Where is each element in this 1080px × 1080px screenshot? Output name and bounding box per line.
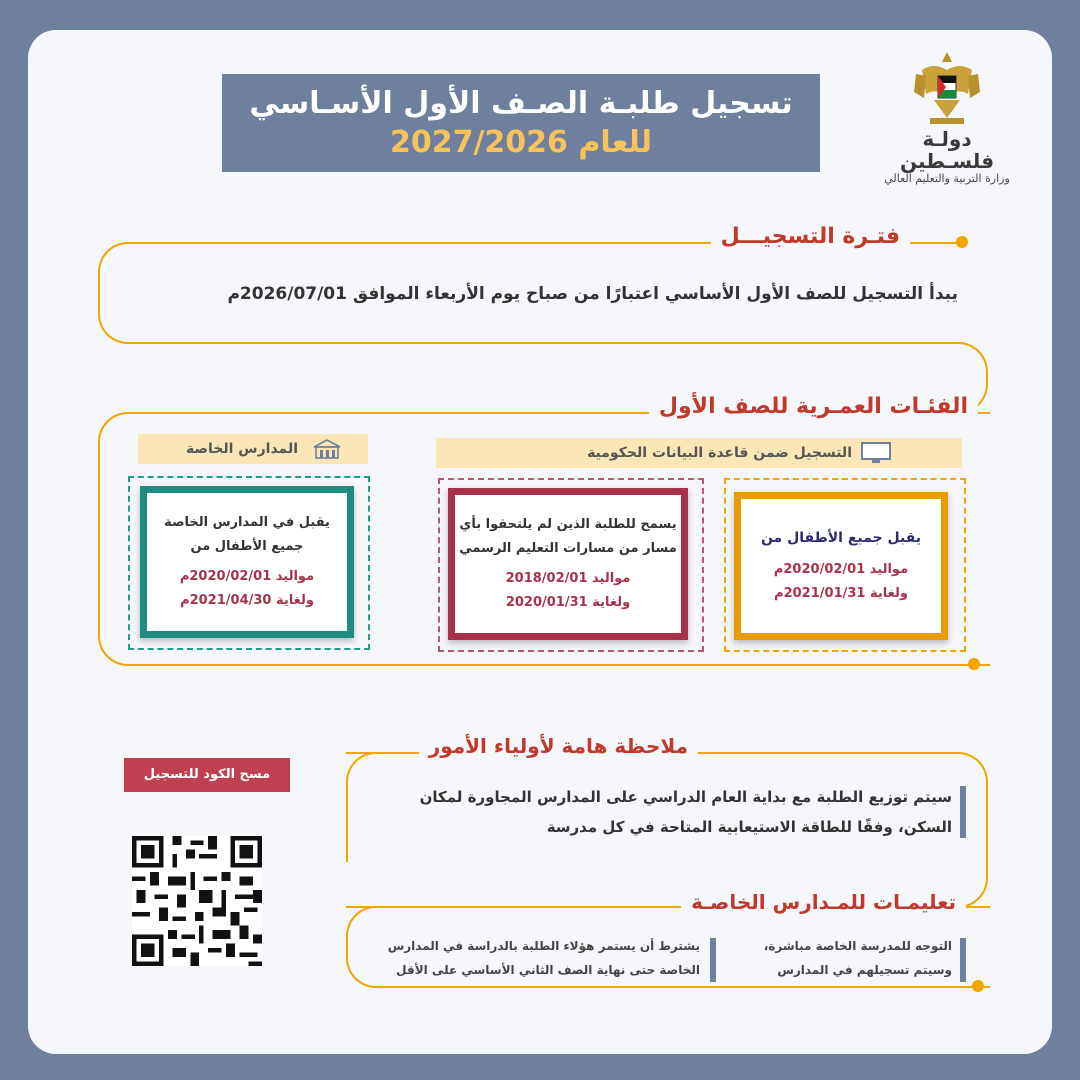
flow-dot-1 <box>956 236 968 248</box>
box-all-children-dates2: ولغاية 2021/01/31م <box>774 586 908 601</box>
state-name: دولـة فلسـطين <box>899 127 995 173</box>
qr-code-icon[interactable] <box>132 836 262 966</box>
private-item1-line1: التوجه للمدرسة الخاصة مباشرة، <box>763 939 952 953</box>
registration-period-text: يبدأ التسجيل للصف الأول الأساسي اعتبارًا من صباح يوم الأربعاء الموافق 2026/07/01م <box>227 284 958 304</box>
registration-period-title: فتـرة التسجيـــل <box>711 224 910 249</box>
school-building-icon <box>312 438 342 460</box>
box-private <box>140 486 354 638</box>
flow-line-5 <box>346 752 386 862</box>
ministry-name: وزارة التربية والتعليم العالي <box>884 172 1010 185</box>
box-unenrolled-dates2: ولغاية 2020/01/31 <box>505 595 631 610</box>
private-item1-line2: وسيتم تسجيلهم في المدارس <box>777 963 952 977</box>
box-unenrolled <box>448 488 688 640</box>
monitor-icon <box>860 442 892 464</box>
page-subtitle-year: للعام 2027/2026 <box>389 125 653 160</box>
box-all-children-line1: يقبل جميع الأطفال من <box>760 530 922 546</box>
box-all-children <box>734 492 948 640</box>
age-groups-title: الفئـات العمـرية للصف الأول <box>649 394 978 419</box>
box-private-line1: يقبل في المدارس الخاصة <box>164 515 330 530</box>
box-private-line2: جميع الأطفال من <box>190 539 304 554</box>
box-private-dates2: ولغاية 2021/04/30م <box>180 593 314 608</box>
private-item2-line2: الخاصة حتى نهاية الصف الثاني الأساسي على الأقل <box>396 963 700 977</box>
box-unenrolled-line2: مسار من مسارات التعليم الرسمي <box>459 541 677 556</box>
private-item2-line1: يشترط أن يستمر هؤلاء الطلبة بالدراسة في المدارس <box>387 939 700 953</box>
private-instructions-title: تعليمـات للمـدارس الخاصـة <box>681 890 966 914</box>
qr-label: مسح الكود للتسجيل <box>124 758 290 792</box>
infographic-card <box>28 30 1052 1054</box>
private-schools-label <box>138 434 368 464</box>
private-item1-bar <box>960 938 966 982</box>
box-private-dates1: مواليد 2020/02/01م <box>179 569 315 584</box>
box-unenrolled-line1: يسمح للطلبة الذين لم يلتحقوا بأي <box>459 517 677 532</box>
parents-note-line1: سيتم توزيع الطلبة مع بداية العام الدراسي على المدارس المجاورة لمكان <box>419 788 952 806</box>
box-all-children-dates1: مواليد 2020/02/01م <box>773 562 909 577</box>
flow-dot-4 <box>972 980 984 992</box>
parents-note-line2: السكن، وفقًا للطاقة الاستيعابية المتاحة في كل مدرسة <box>546 818 952 836</box>
box-unenrolled-dates1: مواليد 2018/02/01 <box>505 571 631 586</box>
private-schools-text: المدارس الخاصة <box>186 441 298 457</box>
flow-dot-2 <box>968 658 980 670</box>
coat-of-arms-icon <box>912 48 982 128</box>
private-item2-bar <box>710 938 716 982</box>
page-title: تسجيل طلبـة الصـف الأول الأسـاسي <box>249 86 793 121</box>
government-database-text: التسجيل ضمن قاعدة البيانات الحكومية <box>587 445 852 461</box>
government-database-label <box>436 438 962 468</box>
parents-note-title: ملاحظة هامة لأولياء الأمور <box>419 734 698 758</box>
parents-note-bar <box>960 786 966 838</box>
ministry-logo <box>872 48 1022 186</box>
title-banner <box>222 74 820 172</box>
